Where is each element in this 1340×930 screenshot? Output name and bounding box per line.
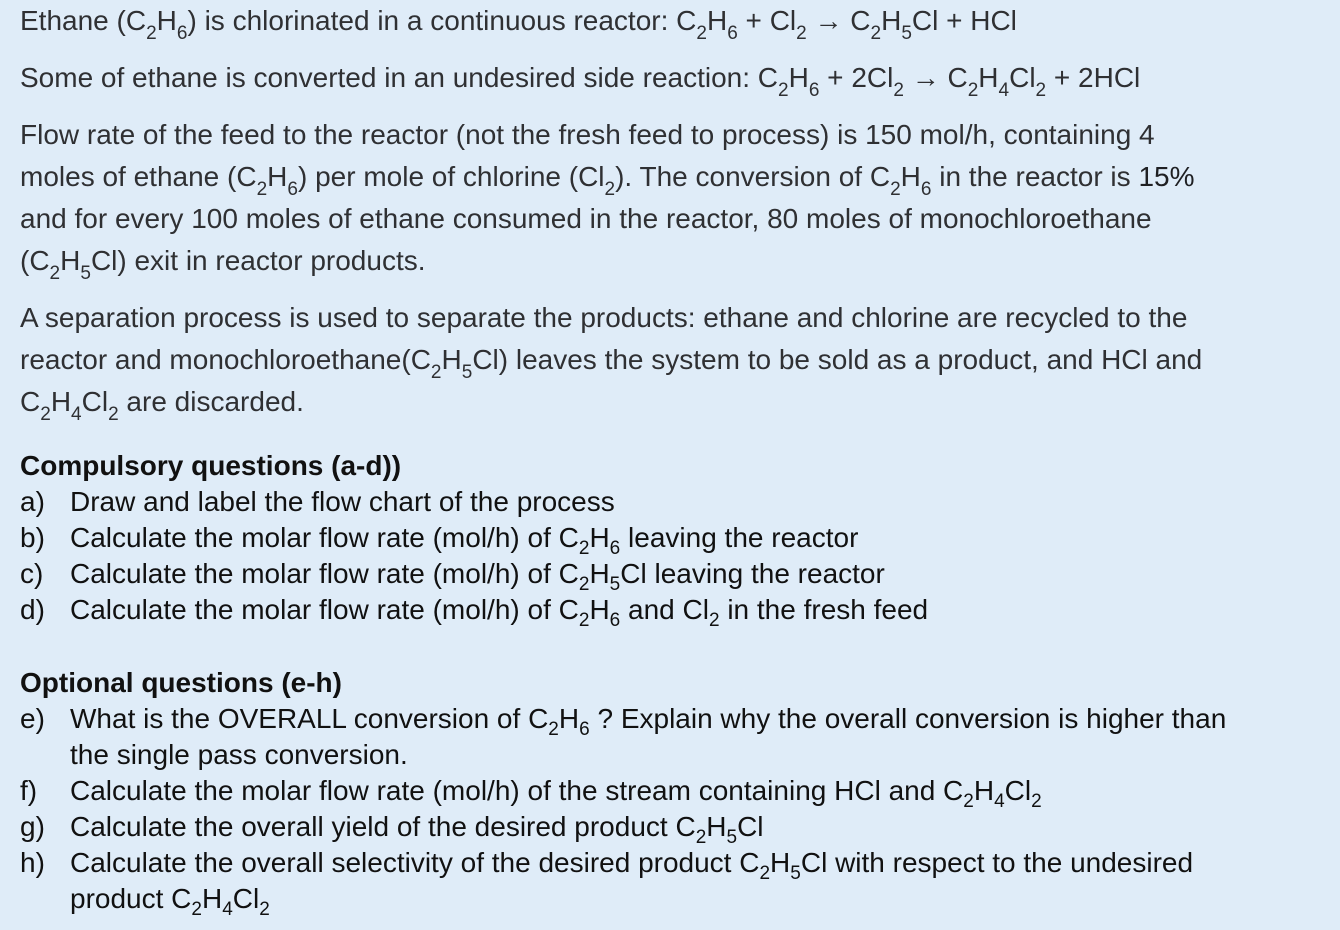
text: Calculate the overall yield of the desired product C [70,811,696,842]
text: H [589,558,610,589]
subscript: 2 [967,80,979,101]
text: Calculate the molar flow rate (mol/h) of C [70,594,579,625]
text-line [20,240,1320,282]
optional-heading: Optional questions (e-h) [20,667,342,698]
text: in the reactor is [931,161,1139,192]
subscript: 2 [578,610,590,631]
text: H [267,161,288,192]
question-text [70,701,1227,740]
subscript: 2 [40,404,51,425]
subscript: 6 [287,179,298,200]
subscript: 2 [1031,791,1042,812]
text: H [441,344,462,375]
text: Calculate the molar flow rate (mol/h) of C [70,522,579,553]
subscript: 6 [808,80,820,101]
text: H [900,161,921,192]
subscript: 2 [963,791,974,812]
subscript: 2 [430,362,442,383]
subscript: 2 [256,179,268,200]
text: in the fresh feed [719,594,929,625]
text: + 2HCl [1046,62,1141,93]
subscript: 2 [893,80,904,101]
text: ) is chlorinated in a continuous reactor: C [187,5,697,36]
text-line: and for every 100 moles of ethane consumed in the reactor, 80 moles of monochloroethane [20,203,1152,234]
subscript: 4 [994,791,1005,812]
subscript: 6 [727,23,738,44]
subscript: 5 [609,574,621,595]
subscript: 2 [1035,80,1047,101]
text: Cl [81,386,109,417]
text: Cl) exit in reactor products. [90,245,426,276]
text: H [881,5,902,36]
text: H [788,62,809,93]
text-line [20,339,1320,381]
subscript: 2 [548,719,559,740]
text-line [20,381,1320,423]
subscript: 6 [176,23,188,44]
subscript: 2 [695,827,707,848]
text: Cl [232,883,260,914]
question-label: b) [20,522,45,553]
subscript: 2 [708,610,720,631]
text: Cl) leaves the system to be sold as a product, and HCl and [472,344,1203,375]
subscript: 6 [920,179,932,200]
subscript: 4 [222,899,233,920]
subscript: 2 [696,23,707,44]
text: H [60,245,81,276]
text: H [558,703,580,734]
subscript: 2 [796,23,807,44]
text: Cl [1004,775,1032,806]
text-line [20,156,1320,198]
subscript: 6 [579,719,590,740]
text: Calculate the molar flow rate (mol/h) of the stream containing HCl and C [70,775,964,806]
text: Cl [1009,62,1036,93]
text: ) per mole of chlorine (Cl [297,161,605,192]
text: and Cl [620,594,709,625]
question-text: Draw and label the flow chart of the process [70,486,615,517]
text: Calculate the overall selectivity of the desired product C [70,847,760,878]
subscript: 5 [901,23,912,44]
question-label: d) [20,594,45,625]
subscript: 2 [778,80,789,101]
text: ). The conversion of C [615,161,891,192]
question-text [70,881,270,920]
subscript: 2 [870,23,882,44]
compulsory-heading: Compulsory questions (a-d)) [20,450,402,481]
feed-description [20,114,1320,282]
question-text [70,520,859,559]
subscript: 2 [259,899,270,920]
subscript: 5 [80,263,91,284]
question-text [70,556,885,595]
question-label: f) [20,775,38,806]
text: (C [20,245,50,276]
text: + 2Cl [819,62,894,93]
text: product C [70,883,192,914]
subscript: 2 [108,404,119,425]
separation-description [20,297,1320,423]
question-label: h) [20,847,45,878]
subscript: 2 [49,263,61,284]
text: H [706,5,728,36]
text-line: A separation process is used to separate the products: ethane and chlorine are recycled to the [20,302,1188,333]
subscript: 2 [191,899,202,920]
text: are discarded. [118,386,304,417]
text: → C [903,62,968,93]
question-text [70,845,1194,884]
text: ? Explain why the overall conversion is higher than [589,703,1227,734]
text: H [978,62,999,93]
subscript: 2 [578,574,590,595]
text-line: Flow rate of the feed to the reactor (not the fresh feed to process) is 150 mol/h, containing 4 [20,119,1155,150]
subscript: 6 [609,538,621,559]
question-label: g) [20,811,45,842]
text: Cl leaving the reactor [620,558,885,589]
text: → C [806,5,871,36]
text: C [20,386,41,417]
text: leaving the reactor [620,522,859,553]
subscript: 5 [726,827,738,848]
subscript: 2 [604,179,616,200]
text: What is the OVERALL conversion of C [70,703,549,734]
subscript: 2 [146,23,157,44]
subscript: 6 [609,610,621,631]
text: Cl + HCl [911,5,1017,36]
text: H [706,811,727,842]
subscript: 2 [890,179,901,200]
text: reactor and monochloroethane(C [20,344,431,375]
text: Some of ethane is converted in an undesired side reaction: C [20,62,779,93]
reaction-main [20,0,1320,42]
reaction-side [20,57,1320,99]
conversion-value: 15% [1138,161,1195,192]
subscript: 5 [461,362,473,383]
text: H [973,775,995,806]
question-text [70,773,1042,812]
text: + Cl [737,5,797,36]
text: H [50,386,72,417]
subscript: 4 [71,404,82,425]
text: H [201,883,223,914]
text: Cl with respect to the undesired [800,847,1194,878]
text: H [589,522,610,553]
subscript: 4 [998,80,1010,101]
subscript: 2 [759,863,771,884]
text: Ethane (C [20,5,147,36]
question-text [70,592,929,631]
question-text: the single pass conversion. [70,739,408,770]
subscript: 5 [790,863,801,884]
question-label: e) [20,703,45,734]
text: H [156,5,177,36]
question-label: c) [20,558,44,589]
text: Calculate the molar flow rate (mol/h) of C [70,558,579,589]
subscript: 2 [578,538,590,559]
text: H [770,847,791,878]
question-text [70,809,764,848]
text: H [589,594,610,625]
text: moles of ethane (C [20,161,257,192]
text: Cl [737,811,764,842]
question-label: a) [20,486,45,517]
